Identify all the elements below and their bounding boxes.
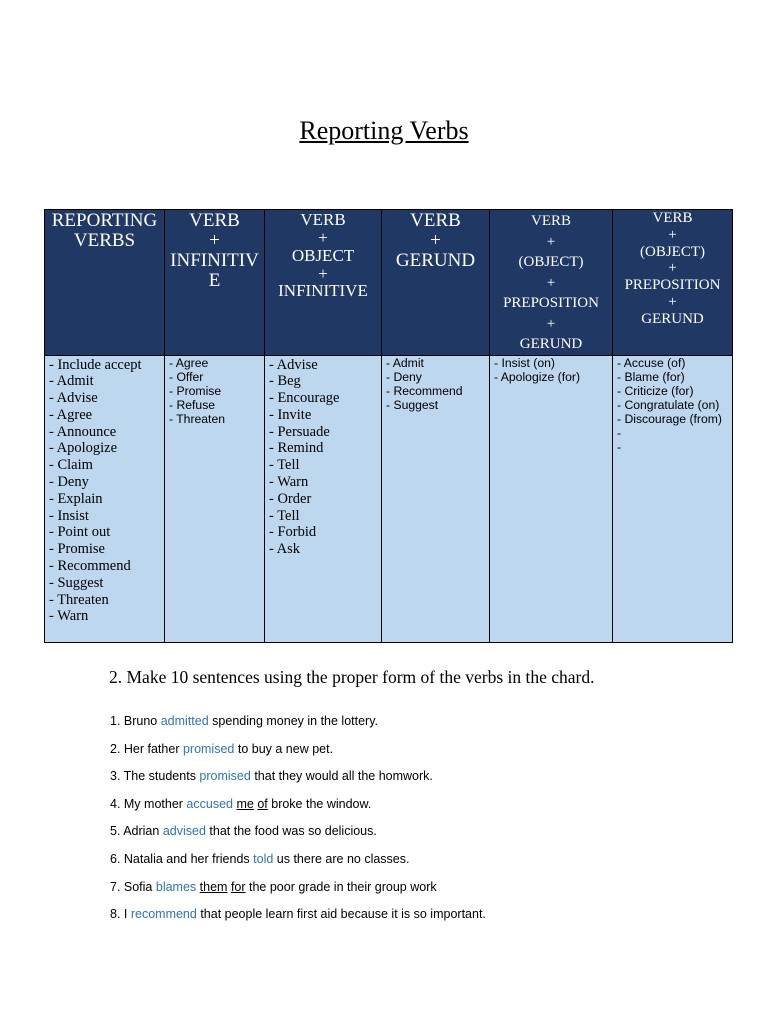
sentence-text: 2. Her father <box>110 741 183 756</box>
underlined-word: for <box>230 879 246 894</box>
verb-list-item: - Accuse (of) <box>617 355 686 370</box>
verb-list-item: - Remind <box>269 440 324 457</box>
sentence-text: 8. I <box>110 907 131 922</box>
header-verb-preposition-gerund <box>490 210 613 356</box>
verb-list-item: - Agree <box>169 355 209 370</box>
verb-list-item: - Include accept <box>49 356 142 373</box>
verb-list-item: - Promise <box>169 383 222 398</box>
column-reporting-verbs <box>45 355 165 642</box>
header-line: VERB <box>652 210 693 226</box>
verb-list-item: - Announce <box>49 423 117 440</box>
reporting-verb: advised <box>162 824 206 839</box>
underlined-word: them <box>199 879 228 894</box>
header-line: + <box>546 274 556 291</box>
verb-list-item: - Advise <box>269 356 318 373</box>
header-line: + <box>546 233 556 250</box>
header-line: OBJECT <box>291 245 355 265</box>
header-line: PREPOSITION <box>503 295 599 311</box>
sentence-text: 1. Bruno <box>110 714 161 728</box>
header-line: PREPOSITION <box>624 277 721 294</box>
sentence-item <box>110 795 486 823</box>
sentence-item <box>110 740 486 768</box>
table-body-row <box>45 355 733 642</box>
sentence-text: that people learn first aid because it is so important. <box>196 907 486 922</box>
sentence-list <box>110 712 486 933</box>
reporting-verbs-table <box>44 209 733 643</box>
verb-list-item: - Promise <box>49 541 105 558</box>
underlined-word: of <box>257 796 268 811</box>
sentence-text: 7. Sofia <box>110 879 156 894</box>
header-verb-infinitive <box>165 210 265 356</box>
verb-list-item: - Forbid <box>269 524 317 541</box>
sentence-text: 5. Adrian <box>110 824 163 839</box>
verb-list-item: - Refuse <box>169 397 216 412</box>
verb-list-item: - Insist <box>49 507 89 524</box>
verb-list-item: - Suggest <box>49 574 104 591</box>
verb-list-item: - <box>617 425 622 440</box>
verb-list-item: - Tell <box>269 507 300 524</box>
header-line: + <box>430 229 441 251</box>
verb-list-item: - Recommend <box>49 558 131 575</box>
page-title: Reporting Verbs <box>299 116 469 145</box>
verb-list-item: - Blame (for) <box>617 369 685 384</box>
verb-list-item: - Recommend <box>386 383 463 398</box>
header-line: E <box>208 269 221 291</box>
verb-list-item: - Warn <box>269 474 309 491</box>
sentence-item <box>110 767 486 795</box>
header-line: + <box>668 226 677 243</box>
verb-list-item: - Agree <box>49 406 93 423</box>
sentence-text: to buy a new pet. <box>234 741 334 756</box>
sentence-text: 3. The students <box>110 769 200 784</box>
column-verb-preposition-gerund <box>490 355 613 642</box>
verb-list-item: - Explain <box>49 490 103 507</box>
sentence-text: us there are no classes. <box>273 851 410 866</box>
sentence-item <box>110 850 486 878</box>
header-line: GERUND <box>395 249 476 271</box>
header-line: + <box>318 227 328 247</box>
header-line: VERB <box>300 210 346 229</box>
sentence-text: 4. My mother <box>110 796 187 811</box>
sentence-item <box>110 905 486 933</box>
verb-list-item: - Admit <box>386 355 424 370</box>
column-verb-object-infinitive <box>265 355 382 642</box>
verb-list-item: - Warn <box>49 608 89 625</box>
verb-list-item: - Threaten <box>169 411 226 426</box>
verb-list-item: - Insist (on) <box>494 355 555 370</box>
sentence-text: spending money in the lottery. <box>208 714 378 728</box>
sentence-text: 6. Natalia and her friends <box>110 851 254 866</box>
sentence-item <box>110 878 486 906</box>
sentence-text: that they would all the homwork. <box>250 769 433 784</box>
sentence-text: that the food was so delicious. <box>205 824 377 839</box>
verb-list-item: - <box>617 439 622 454</box>
sentence-text: broke the window. <box>267 796 372 811</box>
header-line: + <box>209 229 220 251</box>
verb-list-item: - Offer <box>169 369 204 384</box>
header-line: + <box>546 315 556 332</box>
reporting-verb: promised <box>199 769 251 784</box>
column-verb-object-preposition-gerund <box>613 355 733 642</box>
verb-list-item: - Beg <box>269 373 301 390</box>
header-line: INFINITIV <box>170 249 259 271</box>
header-line: VERBS <box>73 229 136 251</box>
verb-list-item: - Point out <box>49 524 111 541</box>
sentence-text: the poor grade in their group work <box>245 879 437 894</box>
verb-list-item: - Deny <box>386 369 422 384</box>
header-line: (OBJECT) <box>518 254 584 270</box>
verb-list-item: - Claim <box>49 457 93 474</box>
verb-list-item: - Apologize <box>49 440 118 457</box>
header-verb-gerund <box>382 210 490 356</box>
header-line: INFINITIVE <box>278 281 368 301</box>
verb-list-item: - Persuade <box>269 423 330 440</box>
header-reporting-verbs <box>45 210 165 356</box>
verb-list-item: - Admit <box>49 373 94 390</box>
header-verb-object-preposition-gerund <box>613 210 733 356</box>
reporting-verb: blames <box>155 879 197 894</box>
verb-list-item: - Discourage (from) <box>617 411 722 426</box>
column-verb-gerund <box>382 355 490 642</box>
verb-list-item: - Ask <box>269 541 301 558</box>
column-verb-infinitive <box>165 355 265 642</box>
header-line: + <box>318 263 328 283</box>
instruction-text: 2. Make 10 sentences using the proper form of the verbs in the chard. <box>109 667 595 687</box>
header-line: GERUND <box>641 310 704 327</box>
reporting-verb: accused <box>186 796 233 811</box>
header-line: VERB <box>410 210 461 231</box>
underlined-word: me <box>236 796 254 811</box>
verb-list-item: - Tell <box>269 457 300 474</box>
table-header-row <box>45 210 733 356</box>
sentence-item <box>110 712 486 740</box>
sentence-item <box>110 822 486 850</box>
header-line: GERUND <box>519 336 583 352</box>
header-line: (OBJECT) <box>640 243 705 260</box>
reporting-verb: promised <box>182 741 235 756</box>
header-line: + <box>668 260 677 277</box>
verb-list-item: - Invite <box>269 406 312 423</box>
header-line: + <box>668 293 677 310</box>
verb-list-item: - Apologize (for) <box>494 369 581 384</box>
verb-list-item: - Congratulate (on) <box>617 397 720 412</box>
verb-list-item: - Criticize (for) <box>617 383 694 398</box>
header-line: VERB <box>189 210 240 231</box>
verb-list-item: - Threaten <box>49 591 109 608</box>
header-line: VERB <box>530 213 571 229</box>
verb-list-item: - Deny <box>49 474 89 491</box>
verb-list-item: - Order <box>269 490 312 507</box>
header-verb-object-infinitive <box>265 210 382 356</box>
reporting-verb: admitted <box>160 714 209 728</box>
verb-list-item: - Advise <box>49 390 98 407</box>
verb-list-item: - Encourage <box>269 390 340 407</box>
verb-list-item: - Suggest <box>386 397 439 412</box>
header-line: REPORTING <box>51 210 158 231</box>
reporting-verb: recommend <box>130 907 197 922</box>
reporting-verb: told <box>253 851 274 866</box>
